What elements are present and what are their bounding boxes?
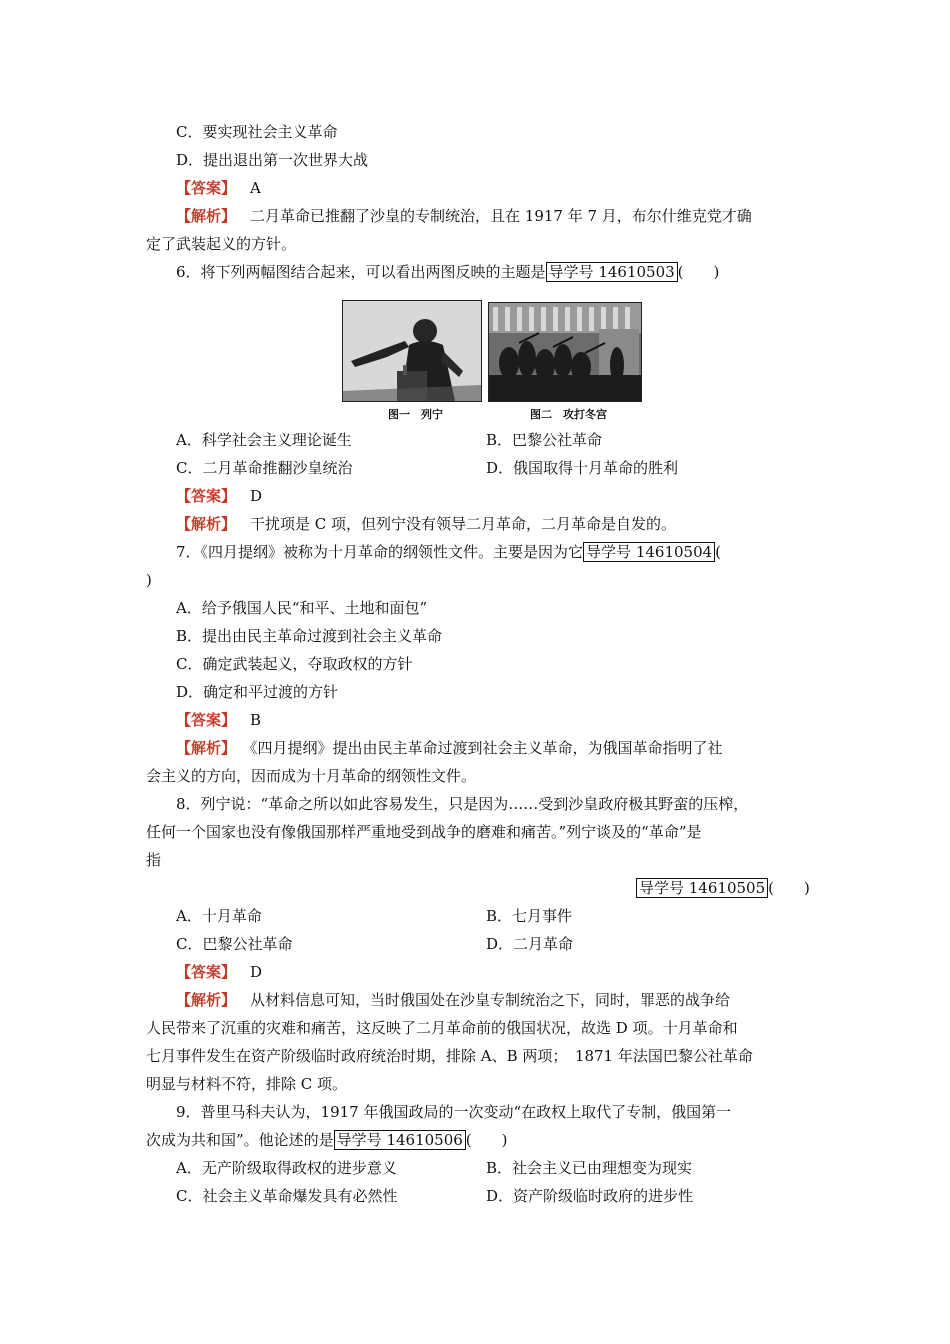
q7-analysis-line2: 会主义的方向，因而成为十月革命的纲领性文件。 [146, 767, 477, 785]
analysis-text: 干扰项是 C 项，但列宁没有领导二月革命，二月革命是自发的。 [250, 515, 677, 533]
q6-option-c: C．二月革命推翻沙皇统治 [176, 459, 353, 477]
q7-option-d: D．确定和平过渡的方针 [176, 683, 339, 701]
answer-value: A [250, 179, 261, 197]
q7-option-c: C．确定武装起义，夺取政权的方针 [176, 655, 413, 673]
storming-winter-palace-image [489, 303, 641, 401]
q9-option-d: D．资产阶级临时政府的进步性 [486, 1187, 694, 1205]
figure-lenin-caption: 图一 列宁 [388, 408, 443, 421]
answer-label: 【答案】 [176, 487, 237, 505]
q8-paren: ( ) [768, 879, 810, 897]
lenin-speech-image [343, 301, 481, 401]
analysis-label: 【解析】 [176, 515, 237, 533]
q5-analysis-line2: 定了武装起义的方针。 [146, 235, 297, 253]
q9-option-a: A．无产阶级取得政权的进步意义 [176, 1159, 397, 1177]
q8-guide-number: 导学号 14610505 [636, 878, 768, 898]
q6-analysis-line1 [176, 514, 676, 534]
answer-value: B [250, 711, 262, 729]
q7-option-b: B．提出由民主革命过渡到社会主义革命 [176, 627, 443, 645]
answer-label: 【答案】 [176, 179, 237, 197]
q6-option-a: A．科学社会主义理论诞生 [176, 431, 352, 449]
q7-option-a: A．给予俄国人民“和平、土地和面包” [176, 599, 428, 617]
q8-option-c: C．巴黎公社革命 [176, 935, 293, 953]
q8-analysis-line2: 人民带来了沉重的灾难和痛苦，这反映了二月革命前的俄国状况，故选 D 项。十月革命和 [146, 1019, 738, 1037]
q8-guide [636, 878, 810, 898]
figure-winter-palace [488, 302, 642, 402]
q6-paren: ( ) [677, 263, 720, 281]
q8-option-a: A．十月革命 [176, 907, 262, 925]
q8-stem-line1: 8．列宁说：“革命之所以如此容易发生，只是因为……受到沙皇政府极其野蛮的压榨， [176, 795, 749, 813]
analysis-label: 【解析】 [176, 739, 237, 757]
q8-option-d: D．二月革命 [486, 935, 574, 953]
q5-option-d: D．提出退出第一次世界大战 [176, 151, 369, 169]
q9-option-c: C．社会主义革命爆发具有必然性 [176, 1187, 398, 1205]
q8-analysis-line3: 七月事件发生在资产阶级临时政府统治时期，排除 A、B 两项； 1871 年法国巴黎公社革命 [146, 1047, 753, 1065]
q7-stem-text: 7．《四月提纲》被称为十月革命的纲领性文件。主要是因为它 [176, 543, 584, 561]
analysis-text: 《四月提纲》提出由民主革命过渡到社会主义革命，为俄国革命指明了社 [250, 739, 723, 757]
q8-option-b: B．七月事件 [486, 907, 573, 925]
q6-option-d: D．俄国取得十月革命的胜利 [486, 459, 679, 477]
answer-label: 【答案】 [176, 963, 237, 981]
q8-analysis-line4: 明显与材料不符，排除 C 项。 [146, 1075, 348, 1093]
analysis-label: 【解析】 [176, 207, 237, 225]
q6-stem [176, 262, 719, 282]
q9-option-b: B．社会主义已由理想变为现实 [486, 1159, 693, 1177]
analysis-text: 二月革命已推翻了沙皇的专制统治，且在 1917 年 7 月，布尔什维克党才确 [250, 207, 752, 225]
figure-winter-palace-caption: 图二 攻打冬宫 [530, 408, 607, 421]
q7-stem [176, 542, 721, 562]
q7-guide-number: 导学号 14610504 [583, 542, 715, 562]
q5-analysis-line1 [176, 206, 752, 226]
q5-answer [176, 178, 261, 198]
q7-answer [176, 710, 261, 730]
analysis-text: 从材料信息可知，当时俄国处在沙皇专制统治之下，同时，罪恶的战争给 [250, 991, 731, 1009]
q9-stem-line1: 9．普里马科夫认为，1917 年俄国政局的一次变动“在政权上取代了专制，俄国第一 [176, 1103, 732, 1121]
analysis-label: 【解析】 [176, 991, 237, 1009]
q6-answer [176, 486, 262, 506]
q7-analysis-line1 [176, 738, 723, 758]
q9-stem-line2 [146, 1130, 508, 1150]
answer-label: 【答案】 [176, 711, 237, 729]
q9-guide-number: 导学号 14610506 [334, 1130, 466, 1150]
figure-lenin [342, 300, 482, 402]
q6-option-b: B．巴黎公社革命 [486, 431, 603, 449]
q9-paren: ( ) [465, 1131, 508, 1149]
q5-option-c: C．要实现社会主义革命 [176, 123, 338, 141]
q9-stem-text: 次成为共和国”。他论述的是 [146, 1131, 334, 1149]
answer-value: D [250, 963, 263, 981]
q6-guide-number: 导学号 14610503 [546, 262, 678, 282]
q8-stem-line2: 任何一个国家也没有像俄国那样严重地受到战争的磨难和痛苦。”列宁谈及的“革命”是 [146, 823, 702, 841]
q7-paren-close: ) [146, 571, 152, 589]
q6-stem-text: 6．将下列两幅图结合起来，可以看出两图反映的主题是 [176, 263, 546, 281]
answer-value: D [250, 487, 263, 505]
q8-analysis-line1 [176, 990, 730, 1010]
q8-stem-line3: 指 [146, 851, 162, 869]
q7-paren-open: ( [715, 543, 722, 561]
q8-answer [176, 962, 262, 982]
